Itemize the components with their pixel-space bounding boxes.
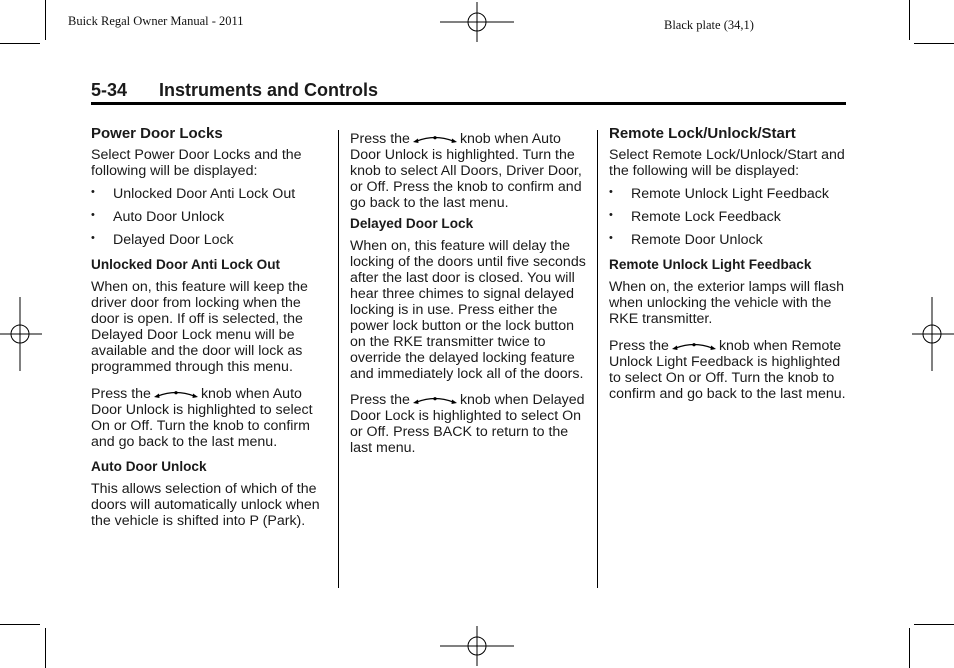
paragraph: [609, 338, 847, 402]
column-3: [609, 125, 847, 402]
heading-remote-lock-unlock-start: Remote Lock/Unlock/Start: [609, 125, 796, 142]
bullet-icon: •: [91, 186, 95, 198]
text-fragment: Press the: [609, 338, 669, 354]
list-item: [91, 186, 331, 202]
subheading-delayed-door-lock: Delayed Door Lock: [350, 216, 474, 231]
menu-knob-icon: [413, 395, 457, 405]
crop-mark: [0, 43, 40, 44]
subheading-unlocked-door-anti-lock-out: Unlocked Door Anti Lock Out: [91, 257, 281, 272]
crop-mark: [909, 628, 910, 668]
text-fragment: knob when Auto Door Unlock is highlighted to select On or Off. Turn the knob to confirm and go back to the last menu.: [91, 386, 313, 450]
registration-mark-top: [440, 2, 514, 42]
plate-label: Black plate (34,1): [664, 18, 754, 32]
text-fragment: knob when Remote Unlock Light Feedback is highlighted to select On or Off. Turn the knob to confirm and go back to the last menu.: [609, 338, 846, 402]
list-item: [91, 232, 331, 248]
heading-power-door-locks: Power Door Locks: [91, 125, 223, 142]
bullet-icon: •: [609, 186, 613, 198]
list-item: [609, 186, 847, 202]
registration-mark-right: [912, 297, 954, 371]
header-rule: [91, 102, 846, 105]
text-fragment: knob when Auto Door Unlock is highlighted. Turn the knob to select All Doors, Driver Door, or Off. Press the knob to confirm and go back to the last menu.: [350, 131, 582, 211]
column-divider: [338, 130, 339, 588]
paragraph: When on, this feature will delay the locking of the doors until five seconds after the last door is closed. You will hear three chimes to signal delayed locking is in use. Press either the power lock button or the lock button on the RKE transmitter twice to override the delayed locking feature and immediately lock all of the doors.: [350, 238, 586, 382]
paragraph: Select Power Door Locks and the following will be displayed:: [91, 147, 302, 179]
crop-mark: [914, 624, 954, 625]
options-list: [91, 186, 331, 248]
text-fragment: Press the: [350, 131, 410, 147]
list-item-label: Remote Lock Feedback: [631, 209, 781, 225]
menu-knob-icon: [413, 134, 457, 144]
column-divider: [597, 130, 598, 588]
crop-mark: [909, 0, 910, 40]
bullet-icon: •: [91, 232, 95, 244]
list-item-label: Unlocked Door Anti Lock Out: [113, 186, 296, 202]
crop-mark: [0, 624, 40, 625]
text-fragment: Press the: [91, 386, 151, 402]
column-1: [91, 125, 331, 529]
subheading-auto-door-unlock: Auto Door Unlock: [91, 459, 207, 474]
subheading-remote-unlock-light-feedback: Remote Unlock Light Feedback: [609, 257, 812, 272]
list-item-label: Delayed Door Lock: [113, 232, 234, 248]
manual-title: Buick Regal Owner Manual - 2011: [68, 14, 244, 28]
list-item-label: Auto Door Unlock: [113, 209, 225, 225]
bullet-icon: •: [609, 209, 613, 221]
list-item: [91, 209, 331, 225]
paragraph: [350, 392, 588, 456]
registration-mark-left: [0, 297, 42, 371]
text-fragment: Press the: [350, 392, 410, 408]
list-item-label: Remote Unlock Light Feedback: [631, 186, 829, 202]
options-list: [609, 186, 847, 248]
list-item: [609, 209, 847, 225]
paragraph: This allows selection of which of the doors will automatically unlock when the vehicle is shifted into P (Park).: [91, 481, 320, 529]
paragraph: Select Remote Lock/Unlock/Start and the following will be displayed:: [609, 147, 845, 179]
bullet-icon: •: [91, 209, 95, 221]
registration-mark-bottom: [440, 626, 514, 666]
menu-knob-icon: [154, 389, 198, 399]
paragraph: When on, this feature will keep the driver door from locking when the door is open. If off is selected, the Delayed Door Lock menu will be available and the door will lock as programmed through this menu.: [91, 279, 308, 375]
bullet-icon: •: [609, 232, 613, 244]
text-fragment: knob when Delayed Door Lock is highlighted to select On or Off. Press BACK to return to the last menu.: [350, 392, 585, 456]
column-2: [350, 131, 588, 456]
page-number: 5-34: [91, 80, 128, 100]
menu-knob-icon: [672, 341, 716, 351]
section-title: Instruments and Controls: [159, 80, 379, 100]
paragraph: When on, the exterior lamps will flash when unlocking the vehicle with the RKE transmitter.: [609, 279, 844, 327]
paragraph: [91, 386, 331, 450]
crop-mark: [45, 0, 46, 40]
crop-mark: [45, 628, 46, 668]
list-item-label: Remote Door Unlock: [631, 232, 763, 248]
list-item: [609, 232, 847, 248]
paragraph: [350, 131, 588, 211]
crop-mark: [914, 43, 954, 44]
